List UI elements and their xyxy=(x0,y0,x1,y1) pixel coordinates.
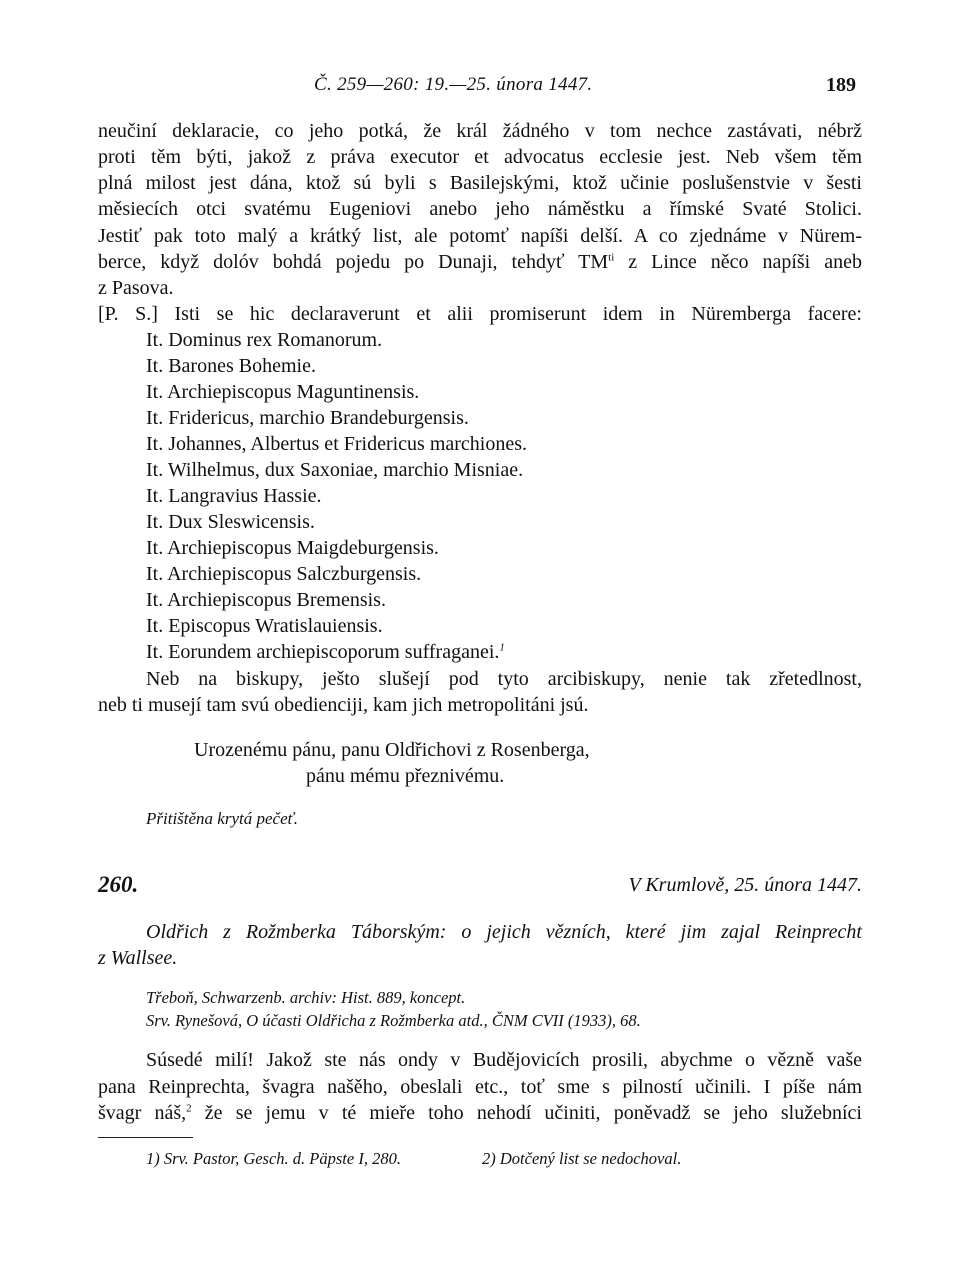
paragraph-line: neučiní deklaracie, co jeho potká, že král žádného v tom nechce zastávati, nébrž xyxy=(98,120,862,142)
footnote: 1) Srv. Pastor, Gesch. d. Päpste I, 280. xyxy=(146,1149,401,1168)
paragraph-line: z Pasova. xyxy=(98,277,174,299)
address-line: pánu mému přeznivému. xyxy=(306,765,505,787)
text-run: z Lince něco napíši aneb xyxy=(614,251,863,273)
list-item: It. Dux Sleswicensis. xyxy=(146,511,315,533)
seal-note: Přitištěna krytá pečeť. xyxy=(146,809,299,828)
text-run: It. Eorundem archiepiscoporum suffraganei. xyxy=(146,641,500,663)
document-summary: Oldřich z Rožmberka Táborským: o jejich vězních, které jim zajal Reinprecht xyxy=(146,921,862,943)
source-line: Srv. Rynešová, O účasti Oldřicha z Rožmberka atd., ČNM CVII (1933), 68. xyxy=(146,1011,641,1030)
paragraph-line: plná milost jest dána, ktož sú byli s Basilejskými, ktož učinie poslušenstvie v šesti xyxy=(98,172,862,194)
text-run: švagr náš, xyxy=(98,1102,187,1124)
text-run: berce, když dolóv bohdá pojedu po Dunaji, tehdyť TM xyxy=(98,251,609,273)
source-line: Třeboň, Schwarzenb. archiv: Hist. 889, koncept. xyxy=(146,988,466,1007)
paragraph-line xyxy=(98,251,862,274)
list-item: It. Fridericus, marchio Brandeburgensis. xyxy=(146,407,469,429)
superscript: ti xyxy=(608,251,615,264)
footnote-mark: 1 xyxy=(499,641,505,654)
paragraph-line: neb ti musejí tam svú obedienciji, kam jich metropolitáni jsú. xyxy=(98,694,589,716)
list-item: It. Dominus rex Romanorum. xyxy=(146,329,383,351)
postscript-line: [P. S.] Isti se hic declaraverunt et alii promiserunt idem in Nüremberga facere: xyxy=(98,303,862,325)
footnote-mark: 2 xyxy=(186,1102,192,1115)
list-item: It. Episcopus Wratislauiensis. xyxy=(146,615,383,637)
running-header: Č. 259—260: 19.—25. února 1447. xyxy=(314,74,593,95)
text-run: že se jemu v té mieře toho nehodí učiniti, poněvadž se jeho služebníci xyxy=(191,1102,862,1124)
paragraph-line: Neb na biskupy, ješto slušejí pod tyto arcibiskupy, nenie tak zřetedlnost, xyxy=(146,668,862,690)
list-item: It. Wilhelmus, dux Saxoniae, marchio Misniae. xyxy=(146,459,524,481)
list-item: It. Langravius Hassie. xyxy=(146,485,322,507)
document-date: V Krumlově, 25. února 1447. xyxy=(628,874,862,896)
list-item: It. Archiepiscopus Salczburgensis. xyxy=(146,563,422,585)
address-line: Urozenému pánu, panu Oldřichovi z Rosenberga, xyxy=(194,739,590,761)
list-item: It. Archiepiscopus Bremensis. xyxy=(146,589,386,611)
paragraph-line: proti těm býti, jakož z práva executor et advocatus ecclesie jest. Neb všem těm xyxy=(98,146,862,168)
list-item: It. Barones Bohemie. xyxy=(146,355,316,377)
document-summary: z Wallsee. xyxy=(98,947,178,969)
footnote-divider xyxy=(98,1137,193,1138)
document-number: 260. xyxy=(98,872,139,897)
footnote: 2) Dotčený list se nedochoval. xyxy=(482,1149,682,1168)
list-item: It. Archiepiscopus Maigdeburgensis. xyxy=(146,537,439,559)
paragraph-line: Jestiť pak toto malý a krátký list, ale potomť napíši delší. A co zjednáme v Nürem- xyxy=(98,225,862,247)
list-item xyxy=(146,641,505,664)
letter-line xyxy=(98,1102,862,1125)
letter-line: pana Reinprechta, švagra našěho, obeslali etc., toť sme s pilností učinili. I píše nám xyxy=(98,1076,862,1098)
page-number: 189 xyxy=(826,74,856,96)
paragraph-line: měsiecích otci svatému Eugeniovi anebo jeho náměstku a římské Svaté Stolici. xyxy=(98,198,862,220)
list-item: It. Archiepiscopus Maguntinensis. xyxy=(146,381,420,403)
list-item: It. Johannes, Albertus et Fridericus marchiones. xyxy=(146,433,528,455)
letter-line: Súsedé milí! Jakož ste nás ondy v Budějovicích prosili, abychme o vězně vaše xyxy=(146,1049,862,1071)
